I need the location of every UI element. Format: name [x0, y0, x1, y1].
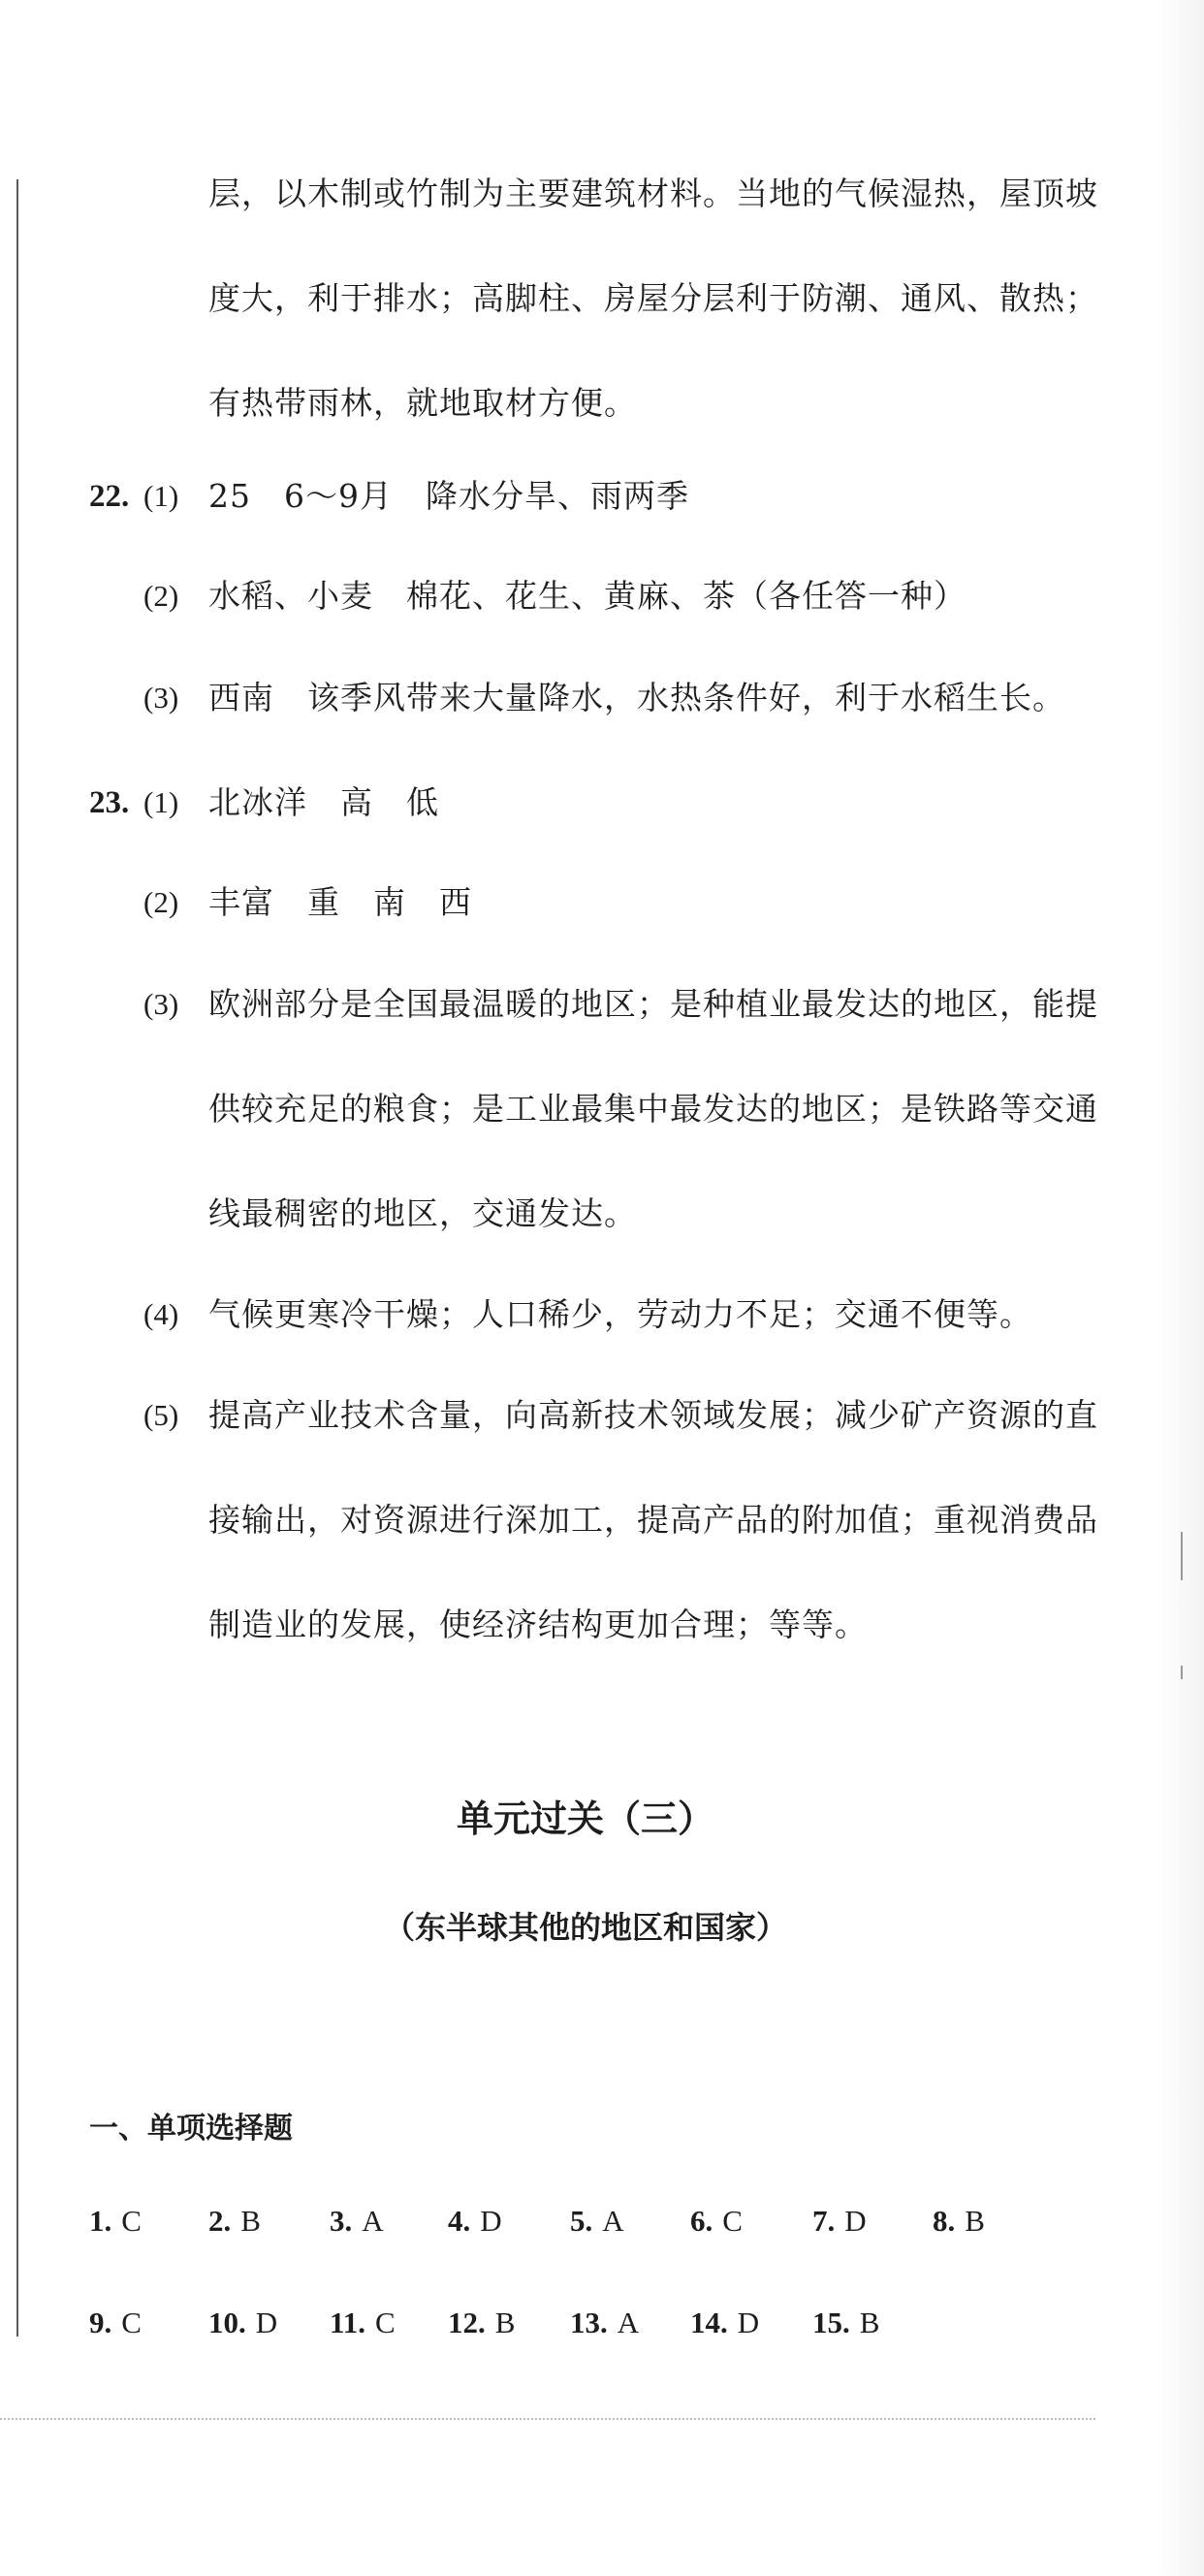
answer-item: 12. B [448, 2306, 516, 2339]
q23-part5-line-3: 制造业的发展，使经济结构更加合理；等等。 [208, 1606, 868, 1643]
answer-item: 2. B [208, 2204, 261, 2238]
answer-item: 10. D [208, 2306, 278, 2339]
q23-part3-label: (3) [143, 987, 179, 1021]
answer-item: 8. B [933, 2204, 985, 2238]
section-heading: 一、单项选择题 [89, 2112, 293, 2146]
answer-item: 1. C [89, 2204, 142, 2238]
q23-part3-line-3: 线最稠密的地区，交通发达。 [208, 1194, 637, 1232]
q22-part2-text: 水稻、小麦 棉花、花生、黄麻、茶（各任答一种） [208, 577, 966, 615]
edge-mark [1181, 1532, 1183, 1580]
q23-part2-label: (2) [143, 885, 179, 919]
answer-item: 6. C [690, 2204, 743, 2238]
answer-item: 9. C [89, 2306, 142, 2339]
q22-number: 22. [89, 479, 130, 514]
q23-part4-label: (4) [143, 1297, 179, 1331]
q22-part1-label: (1) [143, 479, 179, 513]
answer-item: 3. A [330, 2204, 384, 2238]
q23-part4-text: 气候更寒冷干燥；人口稀少，劳动力不足；交通不便等。 [208, 1295, 1032, 1333]
q23-number: 23. [89, 785, 130, 820]
answer-item: 7. D [812, 2204, 867, 2238]
q22-part2-label: (2) [143, 579, 179, 613]
q22-part1-text: 25 6～9月 降水分旱、雨两季 [208, 477, 689, 515]
answer-item: 14. D [690, 2306, 760, 2339]
q21-line-1: 层，以木制或竹制为主要建筑材料。当地的气候湿热，屋顶坡 [208, 175, 1098, 212]
q22-part3-text: 西南 该季风带来大量降水，水热条件好，利于水稻生长。 [208, 679, 1065, 716]
q22-part3-label: (3) [143, 681, 179, 715]
q23-part5-line-2: 接输出，对资源进行深加工，提高产品的附加值；重视消费品 [208, 1501, 1098, 1539]
q23-part2-text: 丰富 重 南 西 [208, 883, 472, 921]
q21-line-3: 有热带雨林，就地取材方便。 [208, 384, 637, 422]
unit-subtitle: （东半球其他的地区和国家） [383, 1909, 787, 1946]
answer-item: 11. C [330, 2306, 396, 2339]
answer-item: 5. A [570, 2204, 624, 2238]
q23-part3-line-1: 欧洲部分是全国最温暖的地区；是种植业最发达的地区，能提 [208, 985, 1098, 1023]
edge-mark [1181, 1666, 1183, 1679]
q23-part1-label: (1) [143, 785, 179, 819]
unit-title: 单元过关（三） [456, 1797, 714, 1840]
q23-part3-line-2: 供较充足的粮食；是工业最集中最发达的地区；是铁路等交通 [208, 1090, 1098, 1128]
answer-item: 15. B [812, 2306, 880, 2339]
q23-part5-line-1: 提高产业技术含量，向高新技术领域发展；减少矿产资源的直 [208, 1396, 1098, 1434]
answer-item: 13. A [570, 2306, 640, 2339]
left-margin-rule [16, 179, 18, 2337]
q21-line-2: 度大，利于排水；高脚柱、房屋分层利于防潮、通风、散热； [208, 279, 1098, 317]
bottom-dotted-rule [0, 2418, 1095, 2420]
q23-part1-text: 北冰洋 高 低 [208, 783, 439, 821]
q23-part5-label: (5) [143, 1398, 179, 1432]
answer-item: 4. D [448, 2204, 502, 2238]
